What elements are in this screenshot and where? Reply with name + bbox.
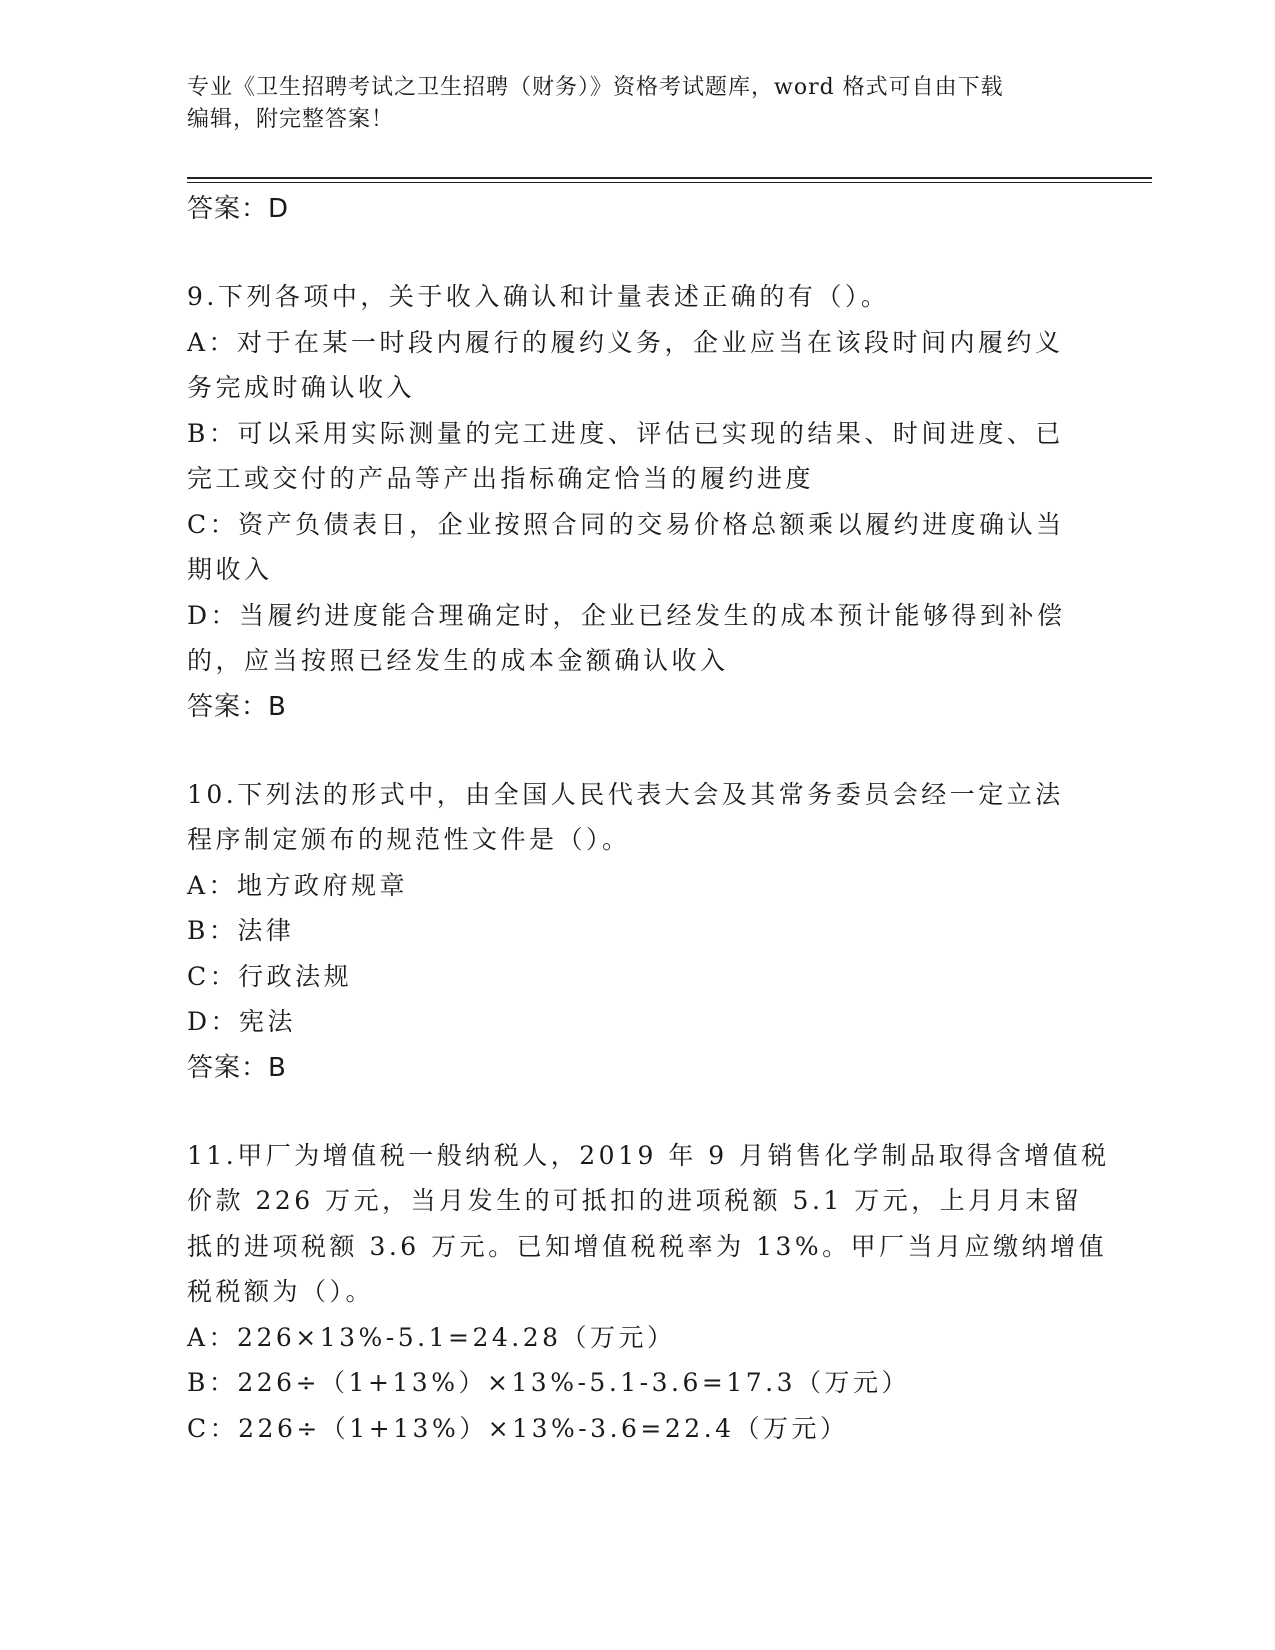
question-10: [187, 772, 1087, 1091]
option-a: A：地方政府规章: [187, 870, 409, 900]
question-9: [187, 274, 1087, 730]
header-line-1: 专业《卫生招聘考试之卫生招聘（财务）》资格考试题库，word 格式可自由下载: [187, 75, 1004, 100]
header-line-2: 编辑，附完整答案！: [187, 107, 395, 132]
option-b-cont: 完工或交付的产品等产出指标确定恰当的履约进度: [187, 464, 815, 493]
question-stem-cont: 价款 226 万元，当月发生的可抵扣的进项税额 5.1 万元，上月月末留: [187, 1186, 1083, 1215]
answer-previous: 答案：D: [187, 194, 290, 224]
option-c: C：行政法规: [187, 961, 353, 991]
question-stem-cont: 抵的进项税额 3.6 万元。已知增值税税率为 13%。甲厂当月应缴纳增值: [187, 1231, 1108, 1261]
answer: 答案：B: [187, 691, 287, 722]
question-stem: 10.下列法的形式中，由全国人民代表大会及其常务委员会经一定立法: [187, 779, 1064, 809]
question-stem-cont: 程序制定颁布的规范性文件是（）。: [187, 825, 631, 854]
question-stem: 11.甲厂为增值税一般纳税人，2019 年 9 月销售化学制品取得含增值税: [187, 1140, 1110, 1170]
option-b: B：226÷（1+13%）×13%-5.1-3.6=17.3（万元）: [187, 1368, 910, 1397]
option-b: B：法律: [187, 916, 295, 945]
option-d-cont: 的，应当按照已经发生的成本金额确认收入: [187, 646, 729, 675]
header-rule-secondary: [187, 182, 1152, 183]
question-stem: 9.下列各项中，关于收入确认和计量表述正确的有（）。: [187, 282, 890, 311]
answer: 答案：B: [187, 1052, 287, 1083]
option-a-cont: 务完成时确认收入: [187, 373, 416, 402]
option-a: A：226×13%-5.1=24.28（万元）: [187, 1322, 676, 1352]
option-c: C：226÷（1+13%）×13%-3.6=22.4（万元）: [187, 1413, 849, 1443]
question-11: [187, 1133, 1110, 1452]
option-d: D：当履约进度能合理确定时，企业已经发生的成本预计能够得到补偿: [187, 600, 1066, 630]
document-body: [187, 186, 1110, 1451]
option-c: C：资产负债表日，企业按照合同的交易价格总额乘以履约进度确认当: [187, 509, 1065, 539]
option-c-cont: 期收入: [187, 555, 273, 584]
page-header: [187, 72, 1067, 136]
option-b: B：可以采用实际测量的完工进度、评估已实现的结果、时间进度、已: [187, 418, 1064, 448]
header-rule: [187, 177, 1152, 179]
question-stem-cont: 税税额为（）。: [187, 1277, 375, 1306]
option-d: D：宪法: [187, 1007, 297, 1036]
option-a: A：对于在某一时段内履行的履约义务，企业应当在该段时间内履约义: [187, 327, 1064, 357]
